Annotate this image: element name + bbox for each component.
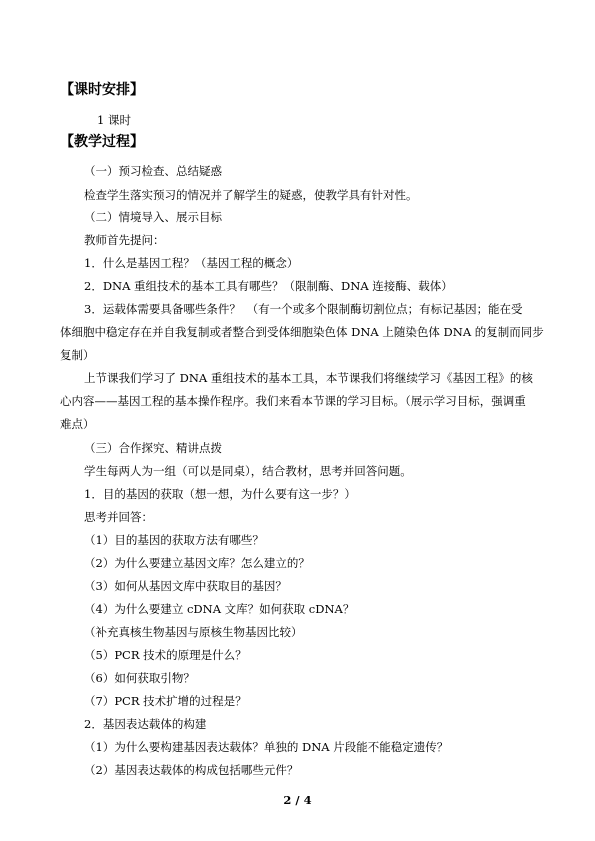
body-line: 上节课我们学习了 DNA 重组技术的基本工具，本节课我们将继续学习《基因工程》的核 xyxy=(84,371,533,385)
body-line: （二）情境导入、展示目标 xyxy=(84,210,222,224)
body-line: 检查学生落实预习的情况并了解学生的疑惑，使教学具有针对性。 xyxy=(84,188,418,202)
lesson-count: 1 课时 xyxy=(97,113,131,127)
body-line: 1．什么是基因工程？（基因工程的概念） xyxy=(84,256,299,270)
body-line: （1）目的基因的获取方法有哪些？ xyxy=(84,533,264,547)
body-line: 心内容——基因工程的基本操作程序。我们来看本节课的学习目标。（展示学习目标，强调重 xyxy=(60,394,526,408)
body-line: （1）为什么要构建基因表达载体？单独的 DNA 片段能不能稳定遗传？ xyxy=(84,740,449,754)
body-line: 体细胞中稳定存在并自我复制或者整合到受体细胞染色体 DNA 上随染色体 DNA 的复制而同步 xyxy=(60,325,544,339)
body-line: （补充真核生物基因与原核生物基因比较） xyxy=(84,625,303,639)
body-line: （6）如何获取引物？ xyxy=(84,671,195,685)
body-line: （3）如何从基因文库中获取目的基因？ xyxy=(84,579,287,593)
body-line: （7）PCR 技术扩增的过程是？ xyxy=(84,694,247,708)
body-line: （4）为什么要建立 cDNA 文库？如何获取 cDNA？ xyxy=(84,602,355,616)
section-heading-schedule: 【课时安排】 xyxy=(60,82,144,98)
body-line: 2．DNA 重组技术的基本工具有哪些？（限制酶、DNA 连接酶、载体） xyxy=(84,279,453,293)
body-line: 3．运载体需要具备哪些条件？ （有一个或多个限制酶切割位点；有标记基因；能在受 xyxy=(84,302,523,316)
body-line: 1．目的基因的获取（想一想，为什么要有这一步？） xyxy=(84,487,356,501)
body-line: （2）为什么要建立基因文库？怎么建立的？ xyxy=(84,556,310,570)
body-line: 学生每两人为一组（可以是同桌），结合教材，思考并回答问题。 xyxy=(84,464,412,478)
body-line: （一）预习检查、总结疑惑 xyxy=(84,164,222,178)
body-line: 难点） xyxy=(60,417,95,431)
section-heading-process: 【教学过程】 xyxy=(60,134,144,150)
body-line: （三）合作探究、精讲点拨 xyxy=(84,441,222,455)
body-line: 思考并回答： xyxy=(84,510,153,524)
body-line: 教师首先提问： xyxy=(84,233,165,247)
body-line: （2）基因表达载体的构成包括哪些元件？ xyxy=(84,763,299,777)
page-number: 2 / 4 xyxy=(283,793,312,807)
body-line: 2．基因表达载体的构建 xyxy=(84,717,207,731)
body-line: 复制） xyxy=(60,348,95,362)
body-line: （5）PCR 技术的原理是什么？ xyxy=(84,648,247,662)
